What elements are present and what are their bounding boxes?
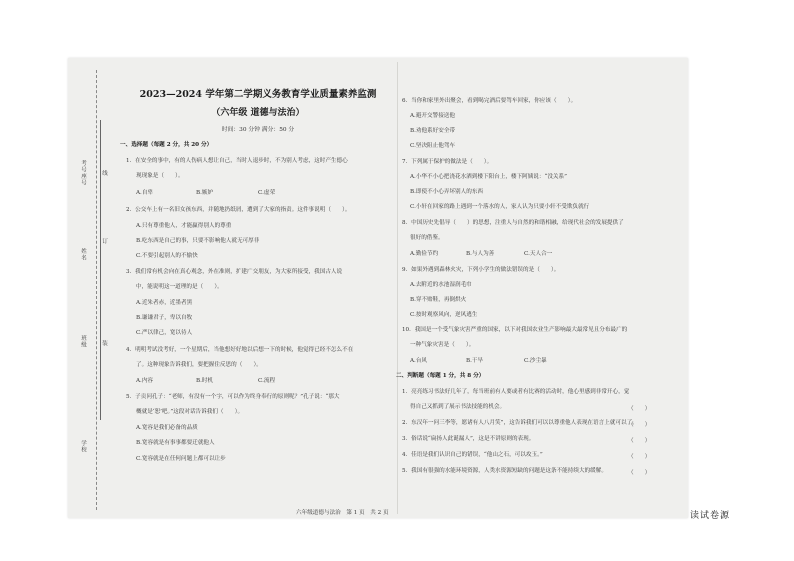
binding-line (96, 70, 98, 510)
judge-1-answer[interactable]: （ ） (628, 406, 651, 412)
q9-option-a: A.去附近的水池湿润毛巾 (410, 282, 472, 288)
q5-option-c: C.宽容就是在任何问题上都可以让步 (136, 456, 226, 462)
q2-option-a: A.只有尊重他人，才能赢得别人的尊重 (136, 223, 232, 229)
judge-5: 5．我国有很强的水能环境资源，人类水资源短缺的问题是这条不能持续大的缓解。 (402, 468, 607, 474)
q6-option-c: C.坚决阻止他驾车 (410, 143, 456, 149)
page-footer: 六年级道德与法治 第 1 页 共 2 页 (296, 510, 389, 516)
question-4-cont: 了。这种现象告诉我们，要把握住反思的（ ）。 (136, 362, 262, 368)
name-label: 姓名 (80, 248, 86, 261)
question-3: 3．我们常有机会向在真心观念，外在准则，扩建广交朋友，为大家所接受，我国古人说 (126, 269, 343, 275)
q3-option-b: B.谦谦君子，卑以自牧 (136, 315, 193, 321)
q5-option-b: B.宽容就是有事事都要迁就他人 (136, 440, 215, 446)
q4-option-b: B.时机 (196, 378, 214, 384)
q6-option-a: A.避开交警接送他 (410, 113, 455, 119)
judge-3: 3．俗话说“扁扬人此诞漏人”，这是不讲原则的表现。 (402, 436, 535, 442)
question-1: 1．在安全的事中，有的人伤病人想让自己，当时人退步时，不为别人考虑，这时产生德心 (126, 158, 348, 164)
section-choice-heading: 一、选择题（每题 2 分，共 20 分） (120, 142, 213, 148)
question-1-cont: 现现象是（ ）。 (136, 173, 184, 179)
q1-option-a: A.自卑 (136, 190, 154, 196)
q8-option-c: C.天人合一 (524, 251, 553, 257)
question-9: 9．如果外遇到森林火灾，下列小学生的做法错误的是（ ）。 (402, 267, 560, 273)
source-watermark: 读试卷源 (690, 511, 731, 521)
judge-2-answer[interactable]: （ ） (628, 422, 651, 428)
q7-option-c: C.小轩在回家的路上遇到一个落水的人，家人认为只要小轩不受欺负就行 (410, 204, 590, 210)
q6-option-b: B.劝他系好安全带 (410, 128, 456, 134)
q3-option-a: A.近朱者赤，近墨者黑 (136, 300, 193, 306)
question-2: 2．公交车上有一名旧女孩东西，并随地扔纸屑，遭到了大家的指责。这件事说明（ ）。 (126, 207, 351, 213)
q8-option-b: B.与人为善 (466, 251, 495, 257)
q7-option-b: B.即使不小心弄坏别人的东西 (410, 189, 484, 195)
question-3-cont: 中，能说明这一道理的是（ ）。 (136, 284, 223, 290)
question-8-cont: 很好的借鉴。 (410, 235, 444, 241)
bind-mark: 装 (101, 340, 107, 347)
q5-option-a: A.宽容是我们必备的品质 (136, 425, 198, 431)
q4-option-c: C.流程 (258, 378, 276, 384)
q9-option-b: B.穿不赔鞋，再倒烘火 (410, 297, 467, 303)
q10-option-c: C.沙尘暴 (524, 358, 547, 364)
q1-option-c: C.虚荣 (258, 190, 276, 196)
class-label: 班级 (80, 335, 86, 348)
question-6: 6．当你和家里外出聚会，看到喝完酒后要驾车回家，你应该（ ）。 (402, 98, 577, 104)
question-10-cont: 一种气象灾害是（ ）。 (410, 342, 475, 348)
section-judge-heading: 二、判断题（每题 1 分，共 8 分） (396, 373, 485, 379)
q2-option-c: C.不要引起别人的不愉快 (136, 253, 198, 259)
judge-1: 1．亮亮练习书法好几年了，每当班前有人要或者有比赛的活动时，他心里感到非常开心，觉 (402, 389, 630, 395)
question-4: 4．明明考试没考好，一个星期后，当他想好好地以后想一下的时候，他觉得已经不怎么不在 (126, 347, 354, 353)
q1-option-b: B.嫉妒 (196, 190, 214, 196)
q4-option-a: A.内容 (136, 378, 154, 384)
q7-option-a: A.小华不小心把浇花水洒到楼下阳台上，楼下阿姨说：“没关系” (410, 174, 567, 180)
q10-option-a: A.台风 (410, 358, 428, 364)
judge-2: 2．东汉年一问三李等，愿诸有人八月笑”，这告诉我们可以以尊重他人表现在语言上就可以了。 (402, 420, 638, 426)
q9-option-c: C.按时观察风向，逆风逃生 (410, 312, 478, 318)
question-5: 5．子贡问孔子：“老师，有没有一个字，可以作为终身奉行的原则呢？”孔子说：“那大 (126, 394, 340, 400)
judge-5-answer[interactable]: （ ） (628, 470, 651, 476)
exam-no-label: 考号座号 (80, 160, 86, 186)
question-8: 8．中国历史先倡导（ ）的思想，注重人与自然的和谐相融，给现代社会的发展提供了 (402, 220, 624, 226)
exam-title: 2023—2024 学年第二学期义务教育学业质量素养监测 (139, 89, 377, 100)
exam-meta: 时间：30 分钟 满分：50 分 (221, 127, 295, 133)
q10-option-b: B.干旱 (466, 358, 484, 364)
question-5-cont: 概就是‘恕’吧。”这段对话告诉我们（ ）。 (136, 409, 244, 415)
name-write-line (100, 120, 101, 420)
q8-option-a: A.勤俭节约 (410, 251, 439, 257)
school-label: 学校 (80, 440, 86, 453)
question-7: 7．下列属于保护的做法是（ ）。 (402, 159, 493, 165)
page-fold (397, 62, 398, 514)
q3-option-c: C.严以律己，宽以待人 (136, 330, 193, 336)
judge-3-answer[interactable]: （ ） (628, 438, 651, 444)
judge-4: 4．佳语是我们认识自己的错误，“他山之石，可以攻玉。” (402, 452, 543, 458)
question-10: 10．我国是一个受气象灾害严重的国家，以下对我国农业生产影响最大最常见且分布最广的 (402, 327, 628, 333)
judge-1-cont: 得自己又抓到了展示书法技能的机会。 (410, 404, 506, 410)
seal-mark: 订 (101, 238, 107, 245)
q2-option-b: B.吃东西是自己的事，只要不影响他人就无可厚非 (136, 238, 260, 244)
judge-4-answer[interactable]: （ ） (628, 454, 651, 460)
exam-subtitle: （六年级 道德与法治） (211, 108, 305, 118)
line-mark: 线 (101, 170, 107, 177)
